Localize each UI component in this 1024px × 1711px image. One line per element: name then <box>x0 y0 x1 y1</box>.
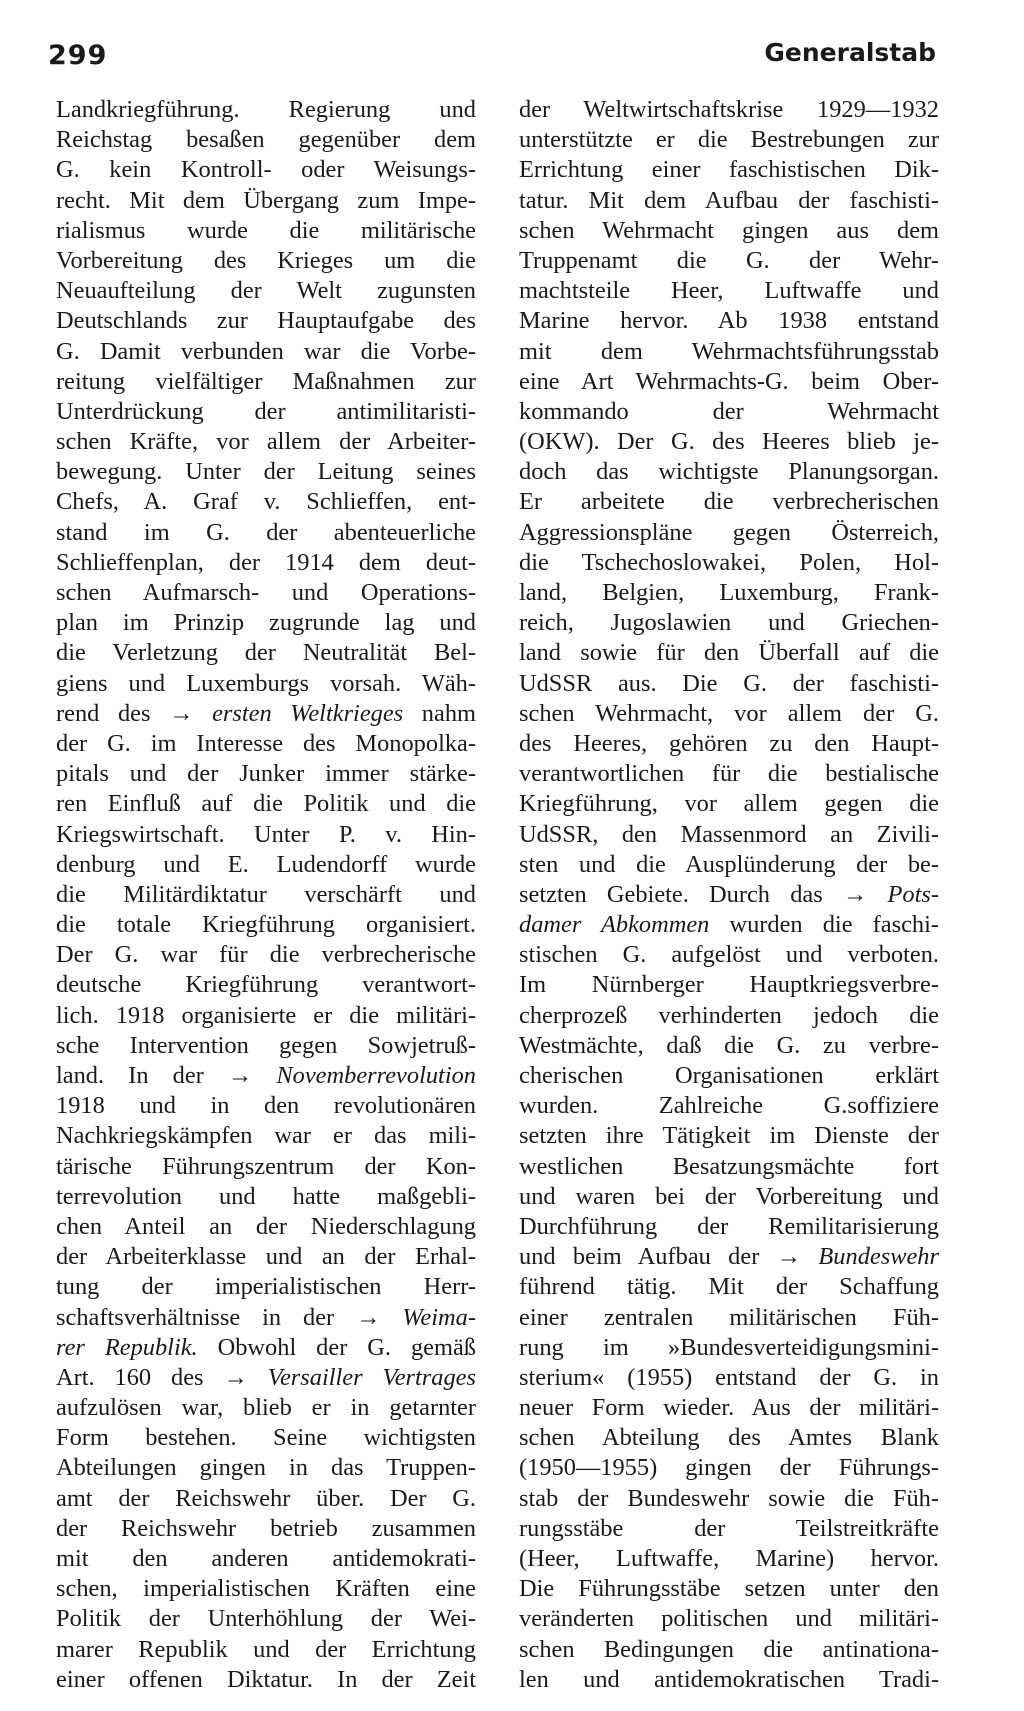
line-text: der Weltwirtschaftskrise 1929—1932 <box>519 96 939 123</box>
line-text: schen Wehrmacht gingen aus dem <box>519 216 939 244</box>
line-text: Vorbereitung des Krieges um die <box>56 246 476 274</box>
line-text: rend des <box>56 699 151 727</box>
text-line <box>56 1031 476 1061</box>
text-line <box>519 669 939 699</box>
line-text: UdSSR aus. Die G. der faschisti- <box>519 669 939 697</box>
line-text: schen, imperialistischen Kräften eine <box>56 1575 476 1603</box>
text-line <box>56 457 476 487</box>
text-line <box>56 669 476 699</box>
line-text: sten und die Ausplünderung der be- <box>519 850 939 878</box>
line-text: G. Damit verbunden war die Vorbe- <box>56 337 476 365</box>
line-text: führend tätig. Mit der Schaffung <box>519 1273 939 1301</box>
text-line <box>519 1061 939 1091</box>
line-text: sche Intervention gegen Sowjetruß- <box>56 1031 476 1059</box>
line-text: Westmächte, daß die G. zu verbre- <box>519 1031 939 1059</box>
page-number: 299 <box>48 40 108 71</box>
line-text: pitals und der Junker immer stärke- <box>56 760 476 788</box>
line-text: die Verletzung der Neutralität Bel- <box>56 639 476 667</box>
line-text: reich, Jugoslawien und Griechen- <box>519 609 939 637</box>
text-line <box>56 1001 476 1031</box>
line-text: doch das wichtigste Planungsorgan. <box>519 458 939 486</box>
text-line <box>56 1121 476 1151</box>
text-line <box>56 246 476 276</box>
text-line <box>519 95 939 125</box>
line-text: der G. im Interesse des Monopolka- <box>56 729 476 757</box>
text-line <box>56 1152 476 1182</box>
text-line <box>519 1031 939 1061</box>
line-text: Form bestehen. Seine wichtigsten <box>56 1424 476 1452</box>
text-line <box>519 940 939 970</box>
line-text: schen Wehrmacht, vor allem der G. <box>519 699 939 727</box>
text-line <box>519 578 939 608</box>
line-text: plan im Prinzip zugrunde lag und <box>56 609 476 637</box>
line-text: lich. 1918 organisierte er die militäri- <box>56 1001 476 1029</box>
line-text: stand im G. der abenteuerliche <box>56 518 476 546</box>
cross-reference[interactable]: damer Abkommen <box>519 911 710 939</box>
text-line <box>519 337 939 367</box>
line-text: aufzulösen war, blieb er in getarnter <box>56 1394 476 1422</box>
text-line <box>519 1544 939 1574</box>
line-text: der Reichswehr betrieb zusammen <box>56 1514 476 1542</box>
line-text: land, Belgien, Luxemburg, Frank- <box>519 579 939 606</box>
text-line <box>519 306 939 336</box>
line-text: stischen G. aufgelöst und verboten. <box>519 941 939 969</box>
line-text: (OKW). Der G. des Heeres blieb je- <box>519 428 939 456</box>
line-text: schen Aufmarsch- und Operations- <box>56 579 476 606</box>
line-text: setzten ihre Tätigkeit im Dienste der <box>519 1122 939 1150</box>
text-line <box>519 1574 939 1604</box>
line-text: mit den anderen antidemokrati- <box>56 1545 476 1572</box>
text-line <box>56 1635 476 1665</box>
line-text: die Militärdiktatur verschärft und <box>56 880 476 908</box>
text-line <box>519 850 939 880</box>
text-line <box>519 1484 939 1514</box>
text-line <box>56 216 476 246</box>
text-line <box>56 306 476 336</box>
line-text: land. In der <box>56 1062 204 1089</box>
text-line <box>519 699 939 729</box>
right-column <box>519 95 939 1695</box>
text-line <box>519 276 939 306</box>
line-text: sterium« (1955) entstand der G. in <box>519 1363 939 1391</box>
text-line <box>56 427 476 457</box>
text-line <box>56 608 476 638</box>
text-line <box>519 1453 939 1483</box>
text-line <box>519 155 939 185</box>
text-line <box>519 789 939 819</box>
cross-reference[interactable]: → Weima- <box>356 1303 476 1331</box>
text-line <box>519 759 939 789</box>
line-text: Nachkriegskämpfen war er das mili- <box>56 1122 476 1150</box>
line-text: Errichtung einer faschistischen Dik- <box>519 156 939 184</box>
text-line <box>519 216 939 246</box>
text-line <box>56 1363 476 1393</box>
line-text: Er arbeitete die verbrecherischen <box>519 488 939 516</box>
line-text: Kriegswirtschaft. Unter P. v. Hin- <box>56 820 476 848</box>
text-line <box>56 95 476 125</box>
line-text: kommando der Wehrmacht <box>519 397 939 425</box>
text-line <box>56 1574 476 1604</box>
line-text: Truppenamt die G. der Wehr- <box>519 246 939 274</box>
line-text: Landkriegführung. Regierung und <box>56 96 476 123</box>
text-line <box>519 487 939 517</box>
line-text: schen Kräfte, vor allem der Arbeiter- <box>56 428 476 456</box>
text-line <box>56 155 476 185</box>
text-line <box>56 789 476 819</box>
text-line <box>519 880 939 910</box>
line-text: des Heeres, gehören zu den Haupt- <box>519 729 939 757</box>
line-text: (Heer, Luftwaffe, Marine) hervor. <box>519 1545 939 1572</box>
line-text: Aggressionspläne gegen Österreich, <box>519 518 939 546</box>
text-line <box>519 910 939 940</box>
text-line <box>519 397 939 427</box>
text-line <box>56 1303 476 1333</box>
line-text: tung der imperialistischen Herr- <box>56 1273 476 1301</box>
text-line <box>56 1484 476 1514</box>
text-line <box>56 1453 476 1483</box>
text-line <box>519 1091 939 1121</box>
text-line <box>56 518 476 548</box>
text-line <box>519 457 939 487</box>
line-text: cherprozeß verhinderten jedoch die <box>519 1001 939 1029</box>
text-line <box>56 1061 476 1091</box>
line-text: der Arbeiterklasse und an der Erhal- <box>56 1243 476 1271</box>
text-line <box>56 638 476 668</box>
line-text: chen Anteil an der Niederschlagung <box>56 1212 476 1240</box>
text-line <box>56 1544 476 1574</box>
line-text: wurden die faschi- <box>729 911 939 939</box>
line-text: eine Art Wehrmachts-G. beim Ober- <box>519 367 939 395</box>
text-line <box>56 850 476 880</box>
text-line <box>519 1212 939 1242</box>
line-text: cherischen Organisationen erklärt <box>519 1062 939 1089</box>
line-text: und beim Aufbau der <box>519 1243 760 1271</box>
line-text: Der G. war für die verbrecherische <box>56 941 476 969</box>
line-text: Durchführung der Remilitarisierung <box>519 1212 939 1240</box>
line-text: einer offenen Diktatur. In der Zeit <box>56 1665 476 1693</box>
line-text: UdSSR, den Massenmord an Zivili- <box>519 820 939 848</box>
line-text: stab der Bundeswehr sowie die Füh- <box>519 1484 939 1512</box>
text-line <box>56 1393 476 1423</box>
text-line <box>519 1635 939 1665</box>
line-text: terrevolution und hatte maßgebli- <box>56 1182 476 1210</box>
cross-reference[interactable]: → Novemberrevolution <box>227 1062 476 1089</box>
line-text: schaftsverhältnisse in der <box>56 1303 335 1331</box>
line-text: recht. Mit dem Übergang zum Impe- <box>56 186 476 214</box>
line-text: wurden. Zahlreiche G.soffiziere <box>519 1092 939 1120</box>
text-line <box>519 186 939 216</box>
line-text: Unterdrückung der antimilitaristi- <box>56 397 476 425</box>
cross-reference[interactable]: rer Republik. <box>56 1333 198 1361</box>
line-text: reitung vielfältiger Maßnahmen zur <box>56 367 476 395</box>
text-line <box>519 608 939 638</box>
text-line <box>519 1423 939 1453</box>
text-line <box>519 1182 939 1212</box>
line-text: bewegung. Unter der Leitung seines <box>56 458 476 486</box>
text-line <box>56 1514 476 1544</box>
text-line <box>56 910 476 940</box>
text-line <box>56 1212 476 1242</box>
text-line <box>56 1665 476 1695</box>
text-line <box>56 367 476 397</box>
text-line <box>56 397 476 427</box>
line-text: Neuaufteilung der Welt zugunsten <box>56 277 476 305</box>
line-text: land sowie für den Überfall auf die <box>519 639 939 667</box>
text-line <box>56 548 476 578</box>
text-line <box>56 970 476 1000</box>
line-text: nahm <box>421 699 476 727</box>
text-line <box>56 1091 476 1121</box>
text-line <box>56 940 476 970</box>
line-text: Art. 160 des <box>56 1363 204 1391</box>
text-line <box>56 729 476 759</box>
line-text: rung im »Bundesverteidigungsmini- <box>519 1333 939 1361</box>
line-text: schen Bedingungen die antinationa- <box>519 1635 939 1663</box>
text-line <box>519 1152 939 1182</box>
left-column <box>56 95 476 1695</box>
text-line <box>519 1393 939 1423</box>
line-text: verantwortlichen für die bestialische <box>519 760 939 788</box>
line-text: machtsteile Heer, Luftwaffe und <box>519 277 939 305</box>
line-text: veränderten politischen und militäri- <box>519 1605 939 1633</box>
text-line <box>56 337 476 367</box>
text-line <box>56 1423 476 1453</box>
line-text: Abteilungen gingen in das Truppen- <box>56 1454 476 1482</box>
line-text: Die Führungsstäbe setzen unter den <box>519 1575 939 1603</box>
line-text: Obwohl der G. gemäß <box>217 1333 476 1361</box>
text-line <box>56 1604 476 1634</box>
line-text: Kriegführung, vor allem gegen die <box>519 790 939 818</box>
line-text: und waren bei der Vorbereitung und <box>519 1182 939 1210</box>
cross-reference[interactable]: → Pots- <box>842 880 939 908</box>
line-text: setzten Gebiete. Durch das <box>519 880 823 908</box>
text-line <box>56 1333 476 1363</box>
text-line <box>519 518 939 548</box>
line-text: deutsche Kriegführung verantwort- <box>56 971 476 999</box>
cross-reference[interactable]: → Versailler Vertrages <box>223 1363 476 1391</box>
text-line <box>56 125 476 155</box>
line-text: die totale Kriegführung organisiert. <box>56 911 476 939</box>
cross-reference[interactable]: → ersten Weltkrieges <box>169 699 404 727</box>
line-text: tatur. Mit dem Aufbau der faschisti- <box>519 186 939 214</box>
text-line <box>56 1272 476 1302</box>
text-line <box>519 125 939 155</box>
text-line <box>519 1604 939 1634</box>
line-text: Im Nürnberger Hauptkriegsverbre- <box>519 971 939 999</box>
line-text: unterstützte er die Bestrebungen zur <box>519 126 939 154</box>
line-text: amt der Reichswehr über. Der G. <box>56 1484 476 1512</box>
text-line <box>56 880 476 910</box>
text-line <box>519 638 939 668</box>
line-text: Chefs, A. Graf v. Schlieffen, ent- <box>56 488 476 516</box>
line-text: tärische Führungszentrum der Kon- <box>56 1152 476 1180</box>
text-line <box>519 1242 939 1272</box>
text-line <box>56 699 476 729</box>
line-text: ren Einfluß auf die Politik und die <box>56 790 476 818</box>
text-line <box>519 1665 939 1695</box>
line-text: rialismus wurde die militärische <box>56 216 476 244</box>
cross-reference[interactable]: → Bundeswehr <box>776 1243 939 1271</box>
text-line <box>519 970 939 1000</box>
line-text: rungsstäbe der Teilstreitkräfte <box>519 1514 939 1542</box>
text-line <box>519 1514 939 1544</box>
text-line <box>56 276 476 306</box>
line-text: len und antidemokratischen Tradi- <box>519 1665 939 1693</box>
line-text: schen Abteilung des Amtes Blank <box>519 1424 939 1452</box>
text-line <box>519 548 939 578</box>
line-text: einer zentralen militärischen Füh- <box>519 1303 939 1331</box>
line-text: Deutschlands zur Hauptaufgabe des <box>56 307 476 335</box>
text-line <box>519 1333 939 1363</box>
line-text: marer Republik und der Errichtung <box>56 1635 476 1663</box>
text-line <box>519 1121 939 1151</box>
line-text: denburg und E. Ludendorff wurde <box>56 850 476 878</box>
line-text: giens und Luxemburgs vorsah. Wäh- <box>56 669 476 697</box>
text-line <box>519 1272 939 1302</box>
text-line <box>56 820 476 850</box>
text-line <box>56 1242 476 1272</box>
line-text: westlichen Besatzungsmächte fort <box>519 1152 939 1180</box>
text-line <box>519 246 939 276</box>
line-text: mit dem Wehrmachtsführungsstab <box>519 337 939 365</box>
line-text: Reichstag besaßen gegenüber dem <box>56 126 476 154</box>
text-line <box>56 578 476 608</box>
text-line <box>519 820 939 850</box>
line-text: Schlieffenplan, der 1914 dem deut- <box>56 548 476 576</box>
text-line <box>519 1001 939 1031</box>
line-text: die Tschechoslowakei, Polen, Hol- <box>519 548 939 576</box>
line-text: Politik der Unterhöhlung der Wei- <box>56 1605 476 1633</box>
line-text: (1950—1955) gingen der Führungs- <box>519 1454 939 1482</box>
text-line <box>56 186 476 216</box>
running-head: Generalstab <box>764 38 936 67</box>
text-line <box>519 1363 939 1393</box>
text-line <box>56 1182 476 1212</box>
text-line <box>56 759 476 789</box>
text-line <box>56 487 476 517</box>
text-line <box>519 427 939 457</box>
line-text: neuer Form wieder. Aus der militäri- <box>519 1394 939 1422</box>
text-line <box>519 729 939 759</box>
line-text: G. kein Kontroll- oder Weisungs- <box>56 156 476 184</box>
text-line <box>519 367 939 397</box>
text-line <box>519 1303 939 1333</box>
line-text: Marine hervor. Ab 1938 entstand <box>519 307 939 335</box>
line-text: 1918 und in den revolutionären <box>56 1092 476 1120</box>
